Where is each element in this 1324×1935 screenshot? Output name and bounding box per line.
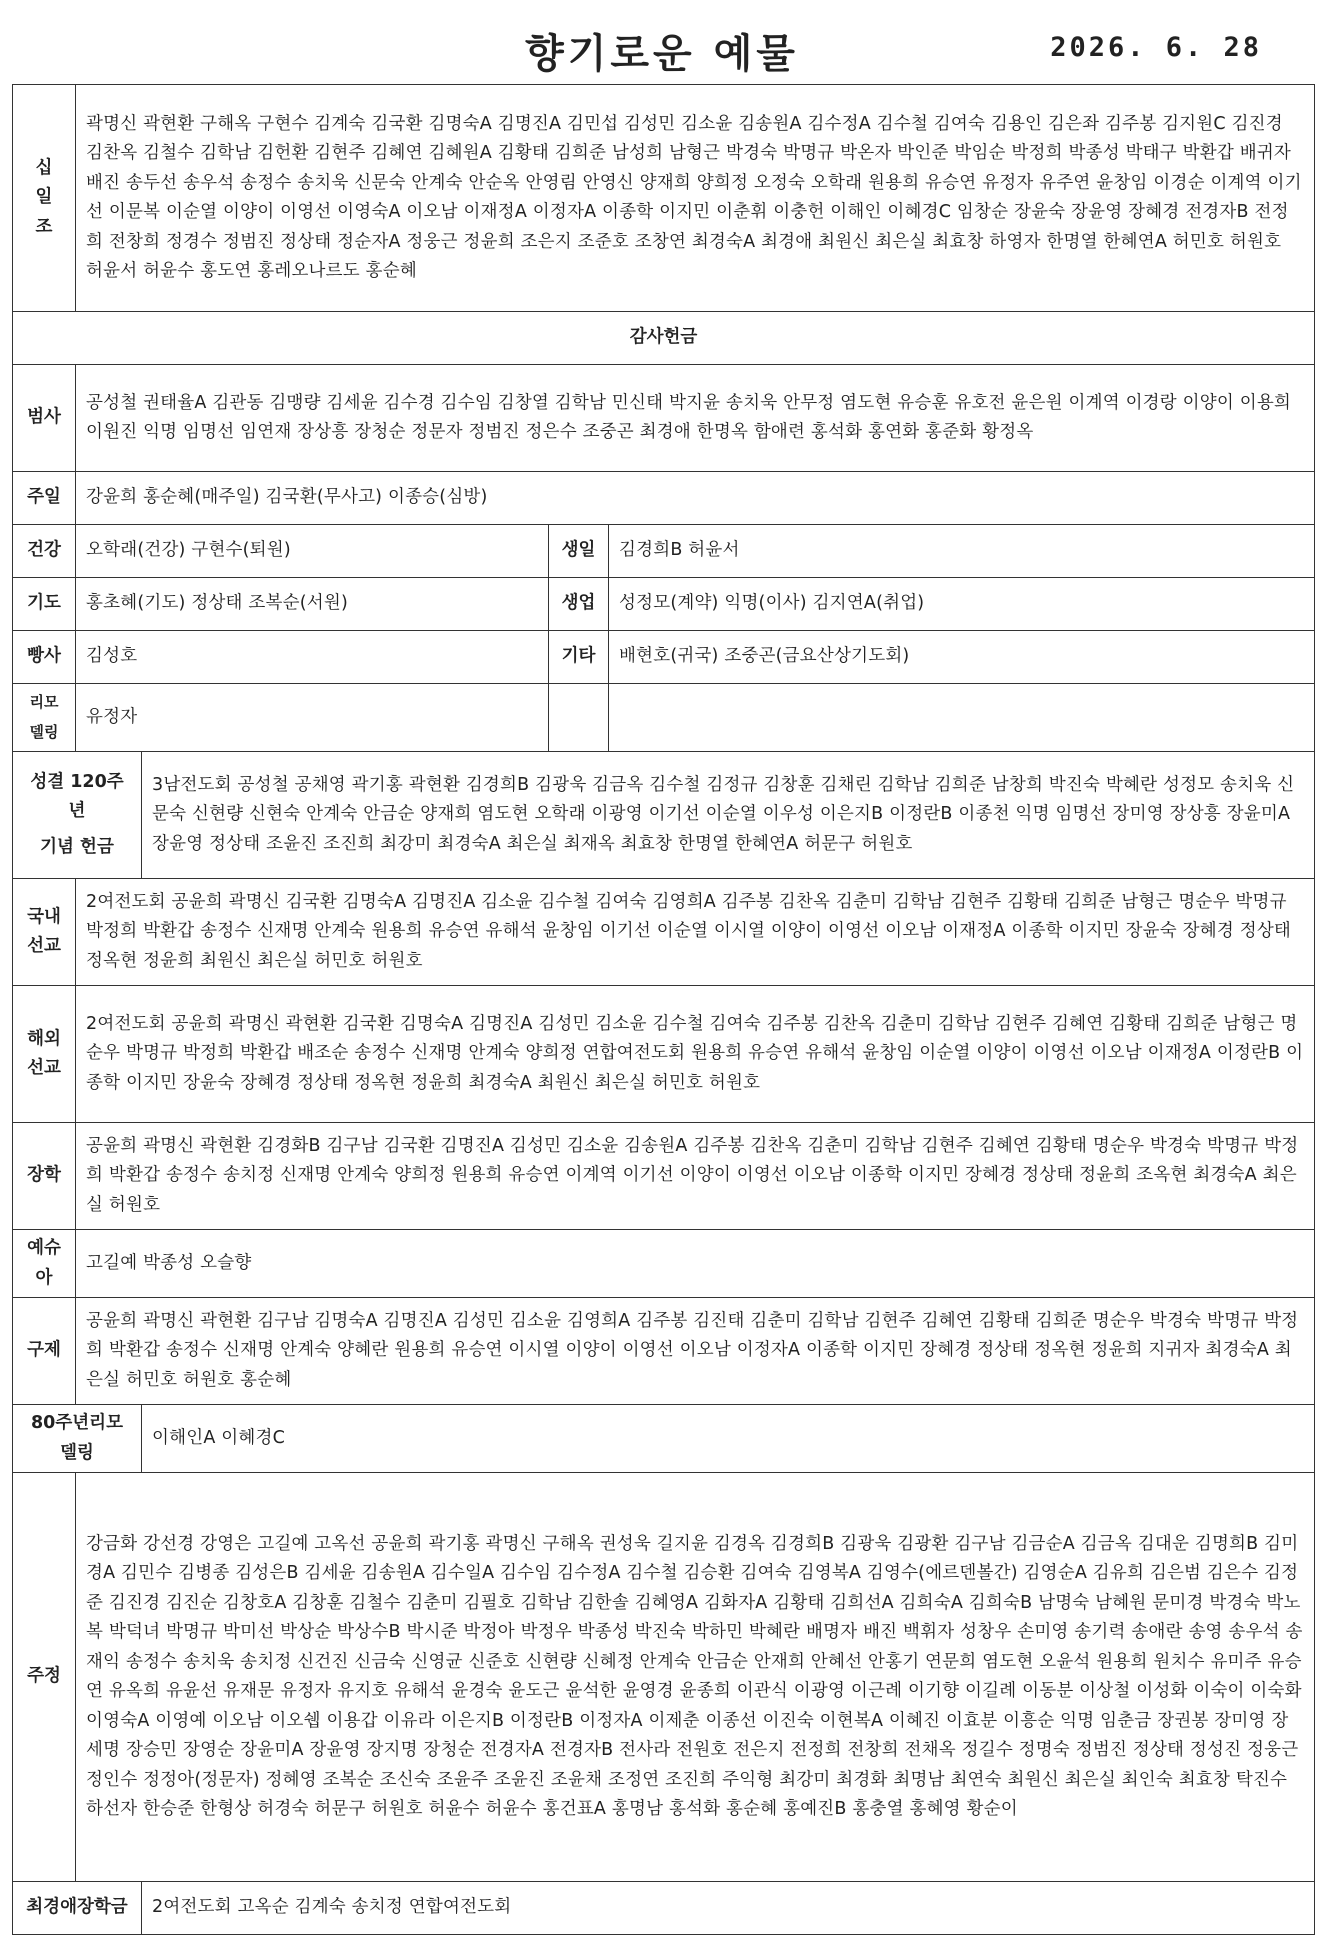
names-remodel: 유정자	[76, 684, 549, 752]
row-beomsa	[13, 365, 1315, 472]
label-choigyeongae: 최경애장학금	[13, 1882, 142, 1935]
row-juil	[13, 472, 1315, 525]
label-geongang: 건강	[13, 525, 76, 578]
label-yesua: 예슈아	[13, 1230, 76, 1298]
names-juil: 강윤희 홍순혜(매주일) 김국환(무사고) 이종승(심방)	[76, 472, 1315, 525]
label-sipiljo: 십 일 조	[13, 85, 76, 312]
names-gungnae: 2여전도회 공윤희 곽명신 김국환 김명숙A 김명진A 김소윤 김수철 김여숙 김영희A 김주봉 김찬옥 김춘미 김학남 김현주 김황태 김희준 남형근 명순우 박명규 박정희 박환갑 송정수 신재명 안계숙 원용희 유승연 유해석 윤창임 이기선 이순열 이시열 이양이 이영선 이오남 이재정A 이종학 이지민 장윤숙 장혜경 정상태 정옥현 정윤희 최원신 최은실 허민호 허원호	[76, 879, 1315, 986]
label-janghak: 장학	[13, 1123, 76, 1230]
names-guje: 공윤희 곽명신 곽현환 김구남 김명숙A 김명진A 김성민 김소윤 김영희A 김주봉 김진태 김춘미 김학남 김현주 김혜연 김황태 김희준 명순우 박경숙 박명규 박정희 박환갑 송정수 신재명 안계숙 양혜란 원용희 유승연 이시열 이양이 이영선 이오남 이정자A 이종학 이지민 장혜경 정상태 정옥현 정윤희 지귀자 최경숙A 최은실 허민호 허원호 홍순혜	[76, 1298, 1315, 1405]
header	[0, 22, 1324, 82]
names-jujeong: 강금화 강선경 강영은 고길예 고옥선 공윤희 곽기홍 곽명신 구해옥 권성욱 길지윤 김경옥 김경희B 김광욱 김광환 김구남 김금순A 김금옥 김대운 김명희B 김미경A 김민수 김병종 김성은B 김세윤 김송원A 김수일A 김수임 김수정A 김수철 김승환 김여숙 김영복A 김영수(에르덴볼간) 김영순A 김유희 김은범 김은수 김정준 김진경 김진순 김창호A 김창훈 김철수 김춘미 김필호 김학남 김한솔 김혜영A 김화자A 김황태 김희선A 김희숙A 김희숙B 남명숙 남혜원 문미경 박경숙 박노복 박덕녀 박명규 박미선 박상순 박상수B 박시준 박정아 박정우 박종성 박진숙 박하민 박혜란 배명자 배진 백휘자 성창우 손미영 송기력 송애란 송영 송우석 송재익 송정수 송치욱 송치정 신건진 신금숙 신영균 신준호 신현량 신혜정 안계숙 안금순 안재희 안혜선 안홍기 연문희 염도현 오윤석 원용희 원치수 유미주 유승연 유옥희 유윤선 유재문 유정자 유지호 유해석 윤경숙 윤도근 윤석한 윤영경 윤종희 이관식 이광영 이근례 이기향 이길례 이동분 이상철 이성화 이숙이 이숙화 이영숙A 이영예 이오남 이오쉡 이용갑 이유라 이은지B 이정란B 이정자A 이제춘 이종선 이진숙 이현복A 이혜진 이효분 이흥순 익명 임춘금 장권봉 장미영 장세명 장승민 장영순 장윤미A 장윤영 장지명 장청순 전경자A 전경자B 전사라 전원호 전은지 전정희 전창희 전채옥 정길수 정명숙 정범진 정상태 정성진 정웅근 정인수 정정아(정문자) 정혜영 조복순 조신숙 조윤주 조윤진 조윤채 조정연 조진희 주익형 최강미 최경화 최명남 최연숙 최원신 최은실 최인숙 최효창 탁진수 하선자 한승준 한형상 허경숙 허문구 허원호 허윤수 허윤수 홍건표A 홍명남 홍석화 홍순혜 홍예진B 홍충열 홍혜영 황순이	[76, 1473, 1315, 1882]
names-choigyeongae: 2여전도회 고옥순 김계숙 송치정 연합여전도회	[142, 1882, 1315, 1935]
row-jujeong	[13, 1473, 1315, 1882]
row-remodel80	[13, 1405, 1315, 1473]
label-haeoe: 해외 선교	[13, 986, 76, 1123]
section-title-gamsa: 감사헌금	[13, 312, 1315, 365]
names-gido: 홍초혜(기도) 정상태 조복순(서원)	[76, 578, 549, 631]
label-juil: 주일	[13, 472, 76, 525]
row-gido	[13, 578, 1315, 631]
label-saengeop: 생업	[549, 578, 609, 631]
names-saengeop: 성정모(계약) 익명(이사) 김지연A(취업)	[609, 578, 1315, 631]
names-yesua: 고길예 박종성 오슬향	[76, 1230, 1315, 1298]
row-geongang	[13, 525, 1315, 578]
row-haeoe	[13, 986, 1315, 1123]
label-bbangsa: 빵사	[13, 631, 76, 684]
names-haeoe: 2여전도회 공윤희 곽명신 곽현환 김국환 김명숙A 김명진A 김성민 김소윤 김수철 김여숙 김주봉 김찬옥 김춘미 김학남 김현주 김혜연 김황태 김희준 남형근 명순우 박명규 박정희 박환갑 배조순 송정수 신재명 안계숙 양희정 연합여전도회 원용희 유승연 유해석 윤창임 이순열 이양이 이영선 이오남 이재정A 이정란B 이종학 이지민 장윤숙 장혜경 정상태 정옥현 정윤희 최경숙A 최원신 최은실 허민호 허원호	[76, 986, 1315, 1123]
row-guje	[13, 1298, 1315, 1405]
row-seonggyeol	[13, 752, 1315, 879]
label-beomsa: 범사	[13, 365, 76, 472]
label-remodel: 리모델링	[13, 684, 76, 752]
names-saengil: 김경희B 허윤서	[609, 525, 1315, 578]
names-remodel80: 이해인A 이혜경C	[142, 1405, 1315, 1473]
document-date: 2026. 6. 28	[1050, 32, 1262, 63]
row-gamsa-title	[13, 312, 1315, 365]
empty-cell	[549, 684, 609, 752]
names-gita: 배현호(귀국) 조중곤(금요산상기도회)	[609, 631, 1315, 684]
row-yesua	[13, 1230, 1315, 1298]
names-beomsa: 공성철 권태율A 김관동 김맹량 김세윤 김수경 김수임 김창열 김학남 민신태 박지윤 송치욱 안무정 염도현 유승훈 유호전 윤은원 이계역 이경랑 이양이 이용희 이원진 익명 임명선 임연재 장상흥 장청순 정문자 정범진 정은수 조중곤 최경애 한명옥 함애련 홍석화 홍연화 홍준화 황정옥	[76, 365, 1315, 472]
label-jujeong: 주정	[13, 1473, 76, 1882]
row-bbangsa	[13, 631, 1315, 684]
names-geongang: 오학래(건강) 구현수(퇴원)	[76, 525, 549, 578]
row-sipiljo	[13, 85, 1315, 312]
names-bbangsa: 김성호	[76, 631, 549, 684]
row-remodel	[13, 684, 1315, 752]
names-seonggyeol: 3남전도회 공성철 공채영 곽기홍 곽현환 김경희B 김광욱 김금옥 김수철 김정규 김창훈 김채린 김학남 김희준 남창희 박진숙 박혜란 성정모 송치욱 신문숙 신현량 신현숙 안계숙 안금순 양재희 염도현 오학래 이광영 이기선 이순열 이우성 이은지B 이정란B 이종천 익명 임명선 장미영 장상흥 장윤미A 장윤영 정상태 조윤진 조진희 최강미 최경숙A 최은실 최재옥 최효창 한명열 한혜연A 허문구 허원호	[142, 752, 1315, 879]
document-title: 향기로운 예물	[525, 31, 799, 77]
empty-cell	[609, 684, 1315, 752]
label-gido: 기도	[13, 578, 76, 631]
label-gungnae: 국내 선교	[13, 879, 76, 986]
row-janghak	[13, 1123, 1315, 1230]
label-seonggyeol: 성결 120주년 기념 헌금	[13, 752, 142, 879]
offering-table	[12, 84, 1315, 1935]
label-guje: 구제	[13, 1298, 76, 1405]
names-janghak: 공윤희 곽명신 곽현환 김경화B 김구남 김국환 김명진A 김성민 김소윤 김송원A 김주봉 김찬옥 김춘미 김학남 김현주 김혜연 김황태 명순우 박경숙 박명규 박정희 박환갑 송정수 송치정 신재명 안계숙 양희정 원용희 유승연 이계역 이기선 이양이 이영선 이오남 이종학 이지민 장혜경 정상태 정윤희 조옥현 최경숙A 최은실 허원호	[76, 1123, 1315, 1230]
label-saengil: 생일	[549, 525, 609, 578]
label-gita: 기타	[549, 631, 609, 684]
row-gungnae	[13, 879, 1315, 986]
names-sipiljo: 곽명신 곽현환 구해옥 구현수 김계숙 김국환 김명숙A 김명진A 김민섭 김성민 김소윤 김송원A 김수정A 김수철 김여숙 김용인 김은좌 김주봉 김지원C 김진경 김찬옥 김철수 김학남 김헌환 김현주 김혜연 김혜원A 김황태 김희준 남성희 남형근 박경숙 박명규 박온자 박인준 박임순 박정희 박종성 박태구 박환갑 배귀자 배진 송두선 송우석 송정수 송치욱 신문숙 안계숙 안순옥 안영림 안영신 양재희 양희정 오정숙 오학래 원용희 유승연 유정자 유주연 윤창임 이경순 이계역 이기선 이문복 이순열 이양이 이영선 이영숙A 이오남 이재정A 이정자A 이종학 이지민 이춘휘 이충헌 이해인 이혜경C 임창순 장윤숙 장윤영 장혜경 전경자B 전정희 전창희 정경수 정범진 정상태 정순자A 정웅근 정윤희 조은지 조준호 조창연 최경숙A 최경애 최원신 최은실 최효창 하영자 한명열 한혜연A 허민호 허원호 허윤서 허윤수 홍도연 홍레오나르도 홍순혜	[76, 85, 1315, 312]
label-remodel80: 80주년리모델링	[13, 1405, 142, 1473]
row-choigyeongae	[13, 1882, 1315, 1935]
